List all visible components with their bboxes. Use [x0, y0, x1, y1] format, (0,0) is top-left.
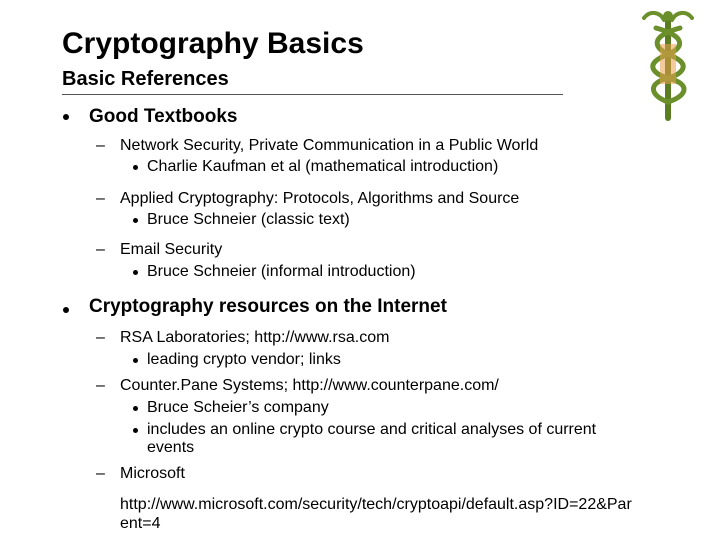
- bullet-icon: [133, 218, 138, 223]
- bullet-icon: [133, 428, 138, 433]
- sub-list-item: includes an online crypto course and critical analyses of current: [147, 421, 597, 438]
- bullet-icon: [133, 270, 138, 275]
- url-line-continuation: ent=4: [120, 515, 161, 532]
- sub-list-item: Bruce Schneier (informal introduction): [147, 263, 416, 280]
- list-item: RSA Laboratories; http://www.rsa.com: [120, 329, 390, 346]
- list-item: Applied Cryptography: Protocols, Algorithms and Source: [120, 190, 520, 207]
- sub-list-item: Bruce Scheier’s company: [147, 399, 329, 416]
- slide-title: Cryptography Basics: [62, 27, 364, 60]
- section-heading: Cryptography resources on the Internet: [89, 296, 447, 317]
- caduceus-icon: [634, 6, 702, 122]
- url-line: http://www.microsoft.com/security/tech/cryptoapi/default.asp?ID=22&Par: [120, 496, 632, 513]
- list-item: Microsoft: [120, 465, 185, 482]
- sub-list-item: Bruce Schneier (classic text): [147, 211, 350, 228]
- list-item: Network Security, Private Communication in a Public World: [120, 137, 539, 154]
- list-item: Counter.Pane Systems; http://www.counterpane.com/: [120, 377, 499, 394]
- dash-icon: –: [96, 465, 105, 482]
- list-item: Email Security: [120, 241, 223, 258]
- sub-list-item: Charlie Kaufman et al (mathematical introduction): [147, 158, 499, 175]
- bullet-icon: [133, 165, 138, 170]
- bullet-icon: [133, 406, 138, 411]
- sub-list-item-continuation: events: [147, 439, 195, 456]
- bullet-icon: [133, 358, 138, 363]
- bullet-icon: [63, 114, 69, 120]
- bullet-icon: [63, 307, 69, 313]
- sub-list-item: leading crypto vendor; links: [147, 351, 341, 368]
- dash-icon: –: [96, 137, 105, 154]
- slide-subtitle: Basic References: [62, 68, 229, 90]
- section-heading: Good Textbooks: [89, 106, 238, 127]
- dash-icon: –: [96, 190, 105, 207]
- dash-icon: –: [96, 329, 105, 346]
- title-divider: [62, 94, 563, 95]
- dash-icon: –: [96, 241, 105, 258]
- dash-icon: –: [96, 377, 105, 394]
